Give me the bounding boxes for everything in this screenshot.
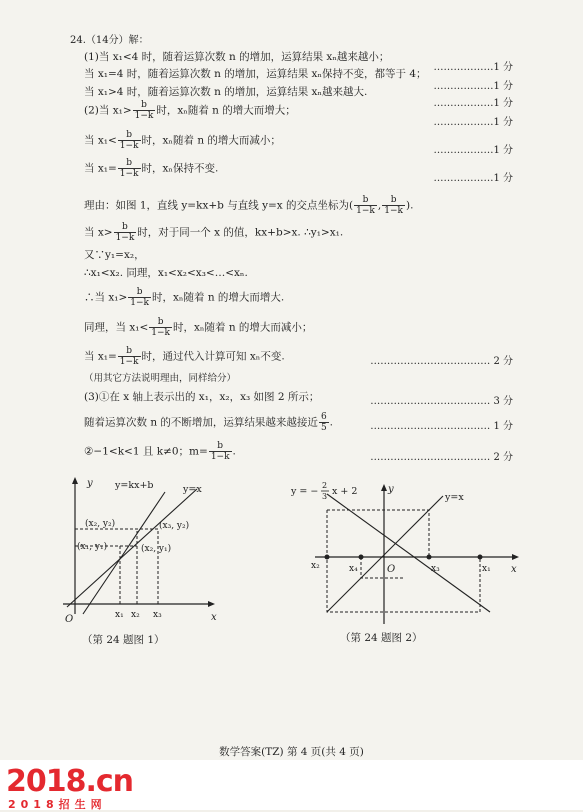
fig1-point-x2y2: (x₂, y₂) [85,519,116,529]
part3-line-a: (3)①在 x 轴上表示出的 x₁，x₂，x₃ 如图 2 所示； [84,391,320,403]
part3-b-suffix: . [329,416,334,429]
fraction [133,100,156,121]
part3-line-c [84,441,236,462]
fraction-num: b [149,317,172,328]
part2-a-prefix: (2)当 x₁> [84,104,132,117]
fraction-den: 1−k [151,328,171,338]
fig2-y-arrow [381,484,387,491]
fig2-origin: O [387,564,396,575]
fraction [118,130,141,151]
fraction-den: 1−k [119,141,139,151]
fig2-eq-den: 3 [322,492,328,501]
reason7-prefix: 当 x₁= [84,350,117,363]
fig1-tick-x3: x₃ [153,610,162,620]
fraction-den: 5 [320,423,327,433]
fig2-point-x4 [359,555,364,560]
fraction [319,412,329,433]
fraction-den: 1−k [356,206,375,216]
fraction [149,317,172,338]
fraction-num: b [382,195,405,206]
question-header: 24.（14分）解： [70,35,149,46]
fraction-num: b [118,130,141,141]
fig2-tick-x1: x₁ [482,564,491,574]
reason-line-1: 理由：如图 1，直线 y=kx+b 与直线 y=x 的交点坐标为( $\frac{b}{1-k}$ , $\frac{b}{1-k}$ ). [84,195,414,216]
reason-line-3: 又∵y₁=x₂， [84,249,145,261]
reason5-prefix: ∴当 x₁> [84,291,128,304]
fig2-tick-x3: x₃ [431,564,440,574]
score-2: ………………1 分 [433,81,513,92]
score-10: ……………………………… 2 分 [370,452,513,463]
fig2-line-yx [327,496,443,612]
reason2-suffix: 时，对于同一个 x 的值，kx+b>x. ∴y₁>x₁. [137,226,344,239]
figure-2-caption: （第 24 题图 2） [340,632,423,644]
fraction-den: 1−k [130,298,150,308]
fig2-y-label: y [388,484,394,495]
fig2-point-x2 [325,555,330,560]
fig1-tick-x1: x₁ [115,610,124,620]
part2-c-suffix: 时，xₙ保持不变. [141,162,219,175]
part3-line-b [84,412,333,433]
fig2-line-a-label [290,486,318,497]
fraction [118,346,141,367]
part2-line-b [84,130,281,151]
figure-2 [285,474,530,629]
fig1-y-label: y [87,478,93,489]
part3-b-prefix: 随着运算次数 n 的不断增加，运算结果越来越接近 [84,416,318,429]
fraction [382,195,405,216]
reason-line-4: ∴x₁<x₂. 同理，x₁<x₂<x₃<…<xₙ. [84,267,248,279]
part2-a-suffix: 时，xₙ随着 n 的增大而增大； [156,104,296,117]
reason-suffix: ). [405,199,414,212]
fraction-num: b [118,158,141,169]
page-footer: 数学答案(TZ) 第 4 页(共 4 页) [219,746,364,758]
fig2-guide [327,510,480,612]
score-8: ……………………………… 3 分 [370,396,513,407]
fraction [209,441,232,462]
fig2-point-x1 [478,555,483,560]
fraction-den: 1−k [210,452,230,462]
score-6: ………………1 分 [433,173,513,184]
part1-line-a: (1)当 x₁<4 时，随着运算次数 n 的增加，运算结果 xₙ越来越小； [84,51,390,63]
part1-line-c: 当 x₁>4 时，随着运算次数 n 的增加，运算结果 xₙ越来越大. [84,86,368,98]
fig1-origin: O [65,614,74,625]
score-4: ………………1 分 [433,117,513,128]
fraction [128,287,151,308]
fig1-line-kxb-label: y=kx+b [115,480,154,491]
reason7-suffix: 时，通过代入计算可知 xₙ不变. [141,350,285,363]
reason6-prefix: 同理，当 x₁< [84,321,149,334]
fraction-den: 1−k [134,111,154,121]
fig2-tick-x4: x₄ [349,564,358,574]
part2-c-prefix: 当 x₁= [84,162,117,175]
fig1-line-yx-label: y=x [183,484,202,495]
fig1-x-label: x [211,612,217,623]
reason-prefix: 理由：如图 1，直线 y=kx+b 与直线 y=x 的交点坐标为( [84,199,354,212]
fraction-den: 1−k [115,233,135,243]
fraction-den: 1−k [384,206,403,216]
fig2-eq-suffix: x + 2 [332,486,358,497]
fig2-eq-num: 2 [322,481,328,490]
fraction-num: b [354,195,377,206]
part2-line-c [84,158,218,179]
fig1-point-x3y2: (x₃, y₂) [159,521,190,531]
fig2-guide [361,557,405,578]
reason5-suffix: 时，xₙ随着 n 的增大而增大. [152,291,285,304]
fraction-den: 1−k [119,169,139,179]
fraction-num: b [114,222,137,233]
fig2-line-a [327,494,490,612]
fig1-x-arrow [208,601,215,607]
fraction-num: 6 [320,412,327,422]
fraction-den: 1−k [119,357,139,367]
part1-line-b: 当 x₁=4 时，随着运算次数 n 的增加，运算结果 xₙ保持不变，都等于 4； [84,68,427,80]
site-watermark-logo [0,760,583,810]
fraction [118,158,141,179]
part2-b-prefix: 当 x₁< [84,134,117,147]
fig2-tick-x2: x₂ [311,561,320,571]
fig1-y-arrow [72,477,78,484]
part2-b-suffix: 时，xₙ随着 n 的增大而减小； [141,134,281,147]
fig1-tick-x2: x₂ [131,610,140,620]
figure-1-caption: （第 24 题图 1） [82,634,165,646]
fig1-point-x1y1: (x₁, y₁) [77,542,108,552]
reason2-prefix: 当 x> [84,226,113,239]
fraction-num: b [209,441,232,452]
reason-line-5 [84,287,284,308]
fig2-guide [327,510,429,557]
logo-main-text: 2018.cn [6,764,134,799]
fraction-num: b [133,100,156,111]
reason-line-2 [84,222,343,243]
fig2-x-arrow [512,554,519,560]
fraction [114,222,137,243]
reason-line-7 [84,346,285,367]
reason6-suffix: 时，xₙ随着 n 的增大而减小； [173,321,313,334]
fig2-eq-prefix: y = − [291,486,319,497]
score-3: ………………1 分 [433,98,513,109]
fraction-num: b [118,346,141,357]
fig2-line-yx-label: y=x [445,492,464,503]
logo-sub-text: 2018招生网 [8,798,107,811]
fig2-point-x3 [427,555,432,560]
part3-c-prefix: ②−1<k<1 且 k≠0；m= [84,445,208,458]
fraction [354,195,377,216]
fraction-num: b [128,287,151,298]
figure-1 [55,474,235,629]
reason-line-6 [84,317,312,338]
note-other-methods: （用其它方法说明理由，同样给分） [84,373,237,384]
part2-line-a [84,100,296,121]
score-7: ……………………………… 2 分 [370,356,513,367]
fig2-x-label: x [511,564,517,575]
fig1-point-x2y1: (x₂, y₁) [141,544,172,554]
score-9: ……………………………… 1 分 [370,421,513,432]
score-1: ………………1 分 [433,62,513,73]
part3-c-suffix: . [232,445,236,458]
score-5: ………………1 分 [433,145,513,156]
